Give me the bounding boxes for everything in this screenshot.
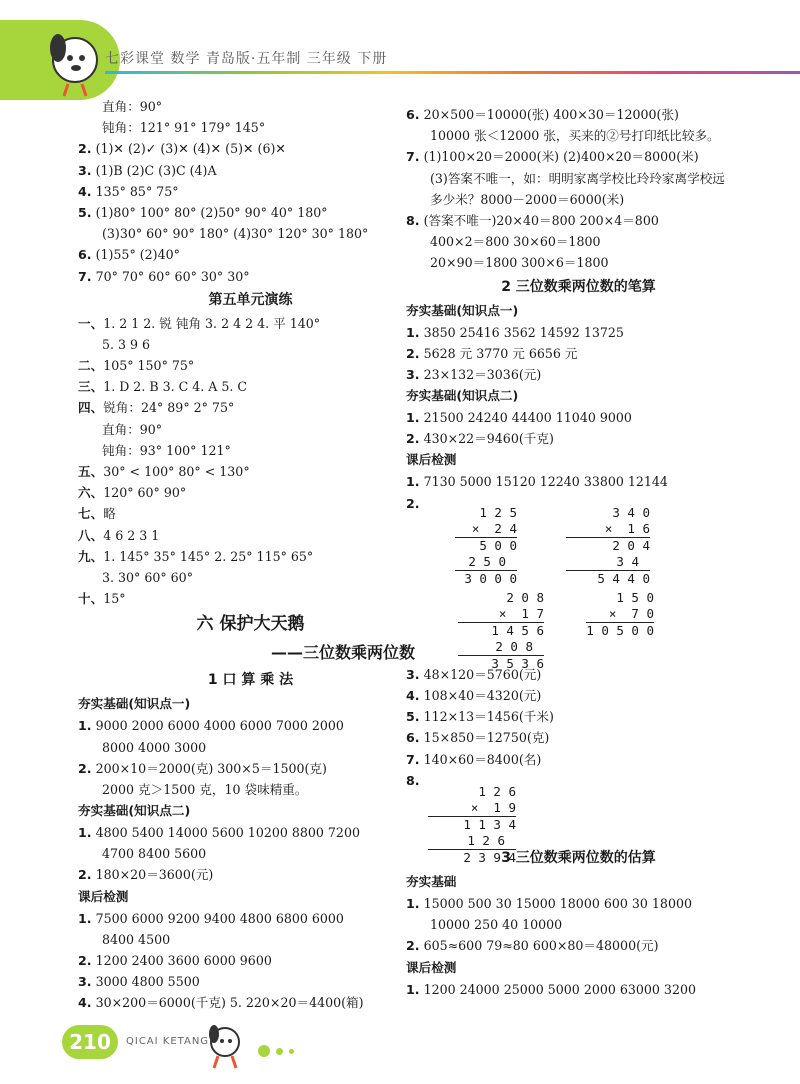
- answer-line: [406, 343, 751, 364]
- question-number: 2.: [78, 867, 92, 883]
- multiplier: × 2 4: [471, 521, 517, 536]
- answer-line: [78, 525, 423, 546]
- answer-text: 112×13＝1456(千米): [423, 709, 554, 725]
- footer-brand: QICAI KETANG: [126, 1036, 210, 1047]
- answer-text: 30×200＝6000(千克) 5. 220×20＝4400(箱): [95, 995, 364, 1011]
- answer-text: 1. 2 1 2. 锐 钝角 3. 2 4 2 4. 平 140°: [103, 315, 321, 331]
- answer-text: 9000 2000 6000 4000 6000 7000 2000: [95, 718, 344, 734]
- answer-text: 1. D 2. B 3. C 4. A 5. C: [103, 379, 248, 395]
- multiplier: × 1 6: [604, 521, 650, 536]
- header-title: 七彩课堂 数学 青岛版·五年制 三年级 下册: [105, 51, 388, 67]
- answer-text: 7500 6000 9200 9400 4800 6800 6000: [95, 910, 344, 926]
- answer-text: 略: [103, 506, 116, 522]
- question-number: 3.: [78, 162, 92, 178]
- answer-line: 8000 4000 3000: [102, 739, 207, 755]
- vertical-multiplication: [458, 590, 544, 672]
- answer-line: [78, 822, 423, 843]
- answer-text: 锐角：24° 89° 2° 75°: [103, 400, 235, 416]
- answer-text: 20×500＝10000(张) 400×30＝12000(张): [423, 107, 679, 122]
- partial-product: 1 2 6: [467, 833, 505, 848]
- question-number: 3.: [406, 666, 420, 682]
- question-number: 1.: [78, 825, 92, 841]
- answer-line: [78, 202, 423, 223]
- multiplicand: 1 5 0: [616, 590, 654, 605]
- question-number: 1.: [78, 718, 92, 734]
- answer-text: 7130 5000 15120 12240 33800 12144: [423, 474, 668, 490]
- section-title: 第五单元演练: [208, 291, 293, 308]
- header-stripe: [105, 71, 800, 74]
- answer-text: 3850 25416 3562 14592 13725: [423, 324, 624, 340]
- answer-line: [406, 407, 751, 428]
- answer-text: (1)80° 100° 80° (2)50° 90° 40° 180°: [95, 204, 328, 220]
- answer-text: 5628 元 3770 元 6656 元: [423, 345, 578, 361]
- answer-line: [406, 104, 751, 125]
- answer-text: 1200 2400 3600 6000 9600: [95, 953, 272, 968]
- question-number: 7.: [406, 149, 420, 165]
- subsection-heading: 夯实基础(知识点一): [406, 302, 519, 318]
- vertical-multiplication: [566, 505, 650, 587]
- answer-text: 48×120＝5760(元): [423, 666, 542, 682]
- answer-line: [406, 727, 751, 748]
- answer-text: (答案不唯一)20×40＝800 200×4＝800: [423, 212, 659, 228]
- answer-line: 直角：90°: [102, 99, 163, 114]
- answer-line: [406, 935, 751, 956]
- multiplier: × 7 0: [608, 606, 654, 621]
- vertical-multiplication: [428, 784, 516, 866]
- page-header: [0, 0, 800, 110]
- answer-text: 140×60＝8400(名): [423, 751, 542, 767]
- question-number: 二、: [78, 358, 104, 374]
- answer-line: 20×90＝1800 300×6＝1800: [430, 255, 609, 271]
- multiplier: × 1 9: [470, 800, 516, 815]
- question-number: 3.: [78, 974, 92, 990]
- partial-product: 5 0 0: [455, 537, 517, 554]
- answer-text: 15×850＝12750(克): [423, 730, 550, 746]
- answer-line: [78, 461, 423, 482]
- question-number: 六、: [78, 485, 104, 501]
- answer-line: [78, 397, 423, 418]
- answer-text: 1200 24000 25000 5000 2000 63000 3200: [423, 981, 696, 997]
- answer-text: 180×20＝3600(元): [95, 867, 214, 883]
- question-number: 2.: [406, 345, 420, 361]
- answer-line: [406, 322, 751, 343]
- question-number: 4.: [78, 995, 92, 1011]
- dog-mascot-icon: [200, 1022, 250, 1072]
- answer-text: 135° 85° 75°: [95, 183, 179, 199]
- answer-line: [78, 992, 423, 1013]
- vertical-multiplication: [455, 505, 517, 587]
- question-number: 8.: [406, 212, 420, 228]
- subsection-heading: 课后检测: [78, 888, 129, 904]
- answer-text: 605≈600 79≈80 600×80＝48000(元): [423, 938, 659, 954]
- answer-text: 1. 145° 35° 145° 2. 25° 115° 65°: [103, 548, 314, 564]
- answer-line: [78, 181, 423, 202]
- question-number: 四、: [78, 400, 104, 416]
- answer-text: 4800 5400 14000 5600 10200 8800 7200: [95, 825, 360, 841]
- question-number: 2.: [406, 938, 420, 954]
- answer-line: [406, 706, 751, 727]
- answer-line: [78, 482, 423, 503]
- vertical-multiplication: [586, 590, 654, 639]
- multiplicand: 3 4 0: [612, 505, 650, 520]
- answer-line: (3)答案不唯一，如：明明家离学校比玲玲家离学校远: [430, 170, 725, 186]
- subsection-heading: 课后检测: [406, 959, 457, 975]
- question-number: 1.: [406, 324, 420, 340]
- question-number: 1.: [406, 410, 420, 426]
- chapter-title: 六 保护大天鹅: [196, 614, 305, 635]
- multiplier: × 1 7: [498, 606, 544, 621]
- section-title: 1 口 算 乘 法: [207, 672, 294, 689]
- subsection-heading: 夯实基础(知识点二): [78, 803, 191, 819]
- question-number: 2.: [78, 141, 92, 157]
- answer-text: 4 6 2 3 1: [103, 527, 160, 543]
- question-number: 2.: [406, 431, 420, 447]
- answer-text: 430×22＝9460(千克): [423, 431, 554, 447]
- answer-line: 钝角：121° 91° 179° 145°: [102, 120, 266, 136]
- answer-line: [406, 428, 751, 449]
- question-number: 4.: [406, 688, 420, 703]
- partial-product: 1 4 5 6: [458, 622, 544, 639]
- answer-line: [78, 355, 423, 376]
- question-number: 八、: [78, 527, 104, 543]
- answer-line: 2000 克＞1500 克，10 袋味精重。: [102, 781, 308, 797]
- question-number: 十、: [78, 591, 104, 607]
- answer-line: [78, 244, 423, 265]
- answer-line: [78, 376, 423, 397]
- question-number: 2.: [78, 760, 92, 776]
- multiplicand: 2 0 8: [506, 590, 544, 605]
- question-number: 6.: [78, 247, 92, 263]
- decorative-dot: [289, 1049, 294, 1054]
- answer-text: (1)100×20＝2000(米) (2)400×20＝8000(米): [423, 149, 699, 165]
- answer-line: [78, 950, 423, 971]
- question-number: 3.: [406, 366, 420, 382]
- section-title: 3 三位数乘两位数的估算: [501, 849, 656, 866]
- answer-text: 200×10＝2000(克) 300×5＝1500(克): [95, 760, 327, 776]
- question-number: 九、: [78, 548, 104, 564]
- multiplicand: 1 2 6: [478, 784, 516, 799]
- answer-line: [78, 138, 423, 159]
- answer-line: 4700 8400 5600: [102, 846, 207, 862]
- answer-text: 105° 150° 75°: [103, 358, 195, 374]
- answer-line: [78, 160, 423, 181]
- answer-line: [78, 715, 423, 736]
- partial-product: 3 4: [616, 554, 639, 569]
- question-number: 5.: [78, 204, 92, 220]
- product: 3 5 3 6: [458, 655, 544, 672]
- answer-text: (1)B (2)C (3)C (4)A: [95, 162, 217, 178]
- question-number: 6.: [406, 107, 420, 122]
- partial-product: 1 1 3 4: [428, 816, 516, 833]
- product: 2 3 9 4: [428, 849, 516, 866]
- answer-line: 10000 张＜12000 张，买来的②号打印纸比较多。: [430, 128, 720, 144]
- answer-text: 70° 70° 60° 60° 30° 30°: [95, 268, 250, 284]
- question-number: 五、: [78, 464, 104, 479]
- question-number: 7.: [406, 751, 420, 767]
- answer-line: 400×2＝800 30×60＝1800: [430, 234, 601, 250]
- partial-product: 2 5 0: [468, 554, 506, 569]
- answer-line: 3. 30° 60° 60°: [102, 569, 193, 585]
- answer-text: 30° < 100° 80° < 130°: [103, 464, 250, 479]
- answer-line: [406, 893, 751, 914]
- answer-line: (3)30° 60° 90° 180° (4)30° 120° 30° 180°: [102, 226, 369, 242]
- question-number: 7.: [78, 268, 92, 284]
- answer-text: 21500 24240 44400 11040 9000: [423, 410, 632, 426]
- answer-line: [406, 471, 751, 492]
- question-number: 1.: [406, 474, 420, 490]
- answer-text: 15000 500 30 15000 18000 600 30 18000: [423, 895, 692, 911]
- answer-line: 5. 3 9 6: [102, 336, 151, 352]
- product: 1 0 5 0 0: [586, 623, 654, 638]
- page-number: 210: [62, 1025, 118, 1059]
- answer-line: [78, 864, 423, 885]
- partial-product: 2 0 8: [495, 639, 533, 654]
- question-number: 5.: [406, 709, 420, 725]
- answer-line: 直角：90°: [102, 421, 163, 437]
- answer-text: (1)✕ (2)✓ (3)✕ (4)✕ (5)✕ (6)✕: [95, 141, 286, 157]
- answer-text: 23×132＝3036(元): [423, 366, 542, 382]
- subsection-heading: 夯实基础(知识点二): [406, 388, 519, 404]
- question-number: 8.: [406, 772, 420, 788]
- answer-line: [406, 979, 751, 1000]
- question-number: 2.: [78, 953, 92, 968]
- answer-line: 10000 250 40 10000: [430, 917, 563, 933]
- subsection-heading: 课后检测: [406, 452, 457, 468]
- question-number: 2.: [406, 495, 420, 511]
- answer-line: 8400 4500: [102, 931, 171, 947]
- partial-product: 2 0 4: [566, 537, 650, 554]
- answer-line: [406, 685, 751, 706]
- answer-text: (1)55° (2)40°: [95, 247, 180, 263]
- answer-text: 15°: [103, 591, 126, 607]
- answer-text: 3000 4800 5500: [95, 974, 200, 990]
- subsection-heading: 夯实基础: [406, 873, 457, 889]
- answer-line: [78, 588, 423, 609]
- question-number: 1.: [78, 910, 92, 926]
- question-number: 6.: [406, 730, 420, 746]
- answer-line: [78, 546, 423, 567]
- answer-text: 120° 60° 90°: [103, 485, 187, 501]
- left-column: [78, 96, 423, 1014]
- question-number: 一、: [78, 315, 104, 331]
- question-number: 1.: [406, 981, 420, 997]
- answer-line: [78, 758, 423, 779]
- question-number: 三、: [78, 379, 104, 395]
- answer-line: [406, 749, 751, 770]
- chapter-subtitle: ——三位数乘两位数: [270, 643, 415, 663]
- decorative-dot: [258, 1045, 270, 1057]
- answer-line: 钝角：93° 100° 121°: [102, 442, 231, 458]
- answer-line: [406, 364, 751, 385]
- answer-line: 多少米？8000－2000＝6000(米): [430, 191, 625, 207]
- dog-mascot-icon: [40, 28, 110, 98]
- answer-line: [78, 908, 423, 929]
- question-number: 1.: [406, 895, 420, 911]
- answer-line: [78, 266, 423, 287]
- question-number: 七、: [78, 506, 104, 522]
- answer-line: [78, 503, 423, 524]
- subsection-heading: 夯实基础(知识点一): [78, 696, 191, 712]
- product: 5 4 4 0: [566, 570, 650, 587]
- answer-line: [406, 210, 751, 231]
- product: 3 0 0 0: [455, 570, 517, 587]
- section-title: 2 三位数乘两位数的笔算: [501, 278, 656, 295]
- answer-text: 108×40＝4320(元): [423, 688, 542, 703]
- question-number: 4.: [78, 183, 92, 199]
- answer-line: [78, 971, 423, 992]
- decorative-dot: [276, 1048, 283, 1055]
- answer-line: [78, 313, 423, 334]
- multiplicand: 1 2 5: [479, 505, 517, 520]
- answer-line: [406, 146, 751, 167]
